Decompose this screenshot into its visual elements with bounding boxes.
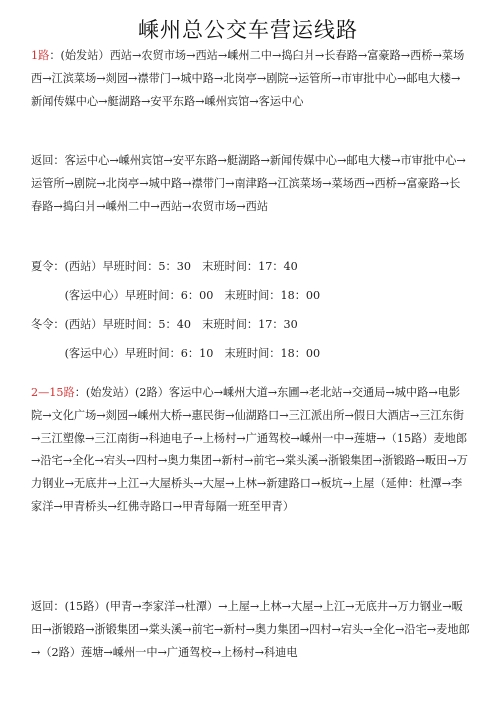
route-2-return: 返回：(15路）(甲青→李家洋→杜潭）→上屋→上林→大屋→上江→无底井→万力钢业→畈田→浙锻路→浙锻集团→棠头溪→前宅→新村→奥力集团→四村→宕头→全化→沿宅→麦地郎→（2路）莲塘→嵊州一中→广通驾校→上杨村→科迪电	[31, 600, 470, 659]
route-1-return: 返回：客运中心→嵊州宾馆→安平东路→艇湖路→新闻传媒中心→邮电大楼→市审批中心→运管所→剧院→北岗亭→城中路→襟带门→南津路→江滨菜场→菜场西→西桥→富豪路→长春路→捣臼爿→嵊州二中→西站→农贸市场→西站	[31, 154, 466, 213]
schedule-winter-terminal: (客运中心）早班时间：6：10 末班时间：18：00	[31, 347, 321, 360]
route-1-outbound-text: ：(始发站）西站→农贸市场→西站→嵊州二中→捣臼爿→长春路→富豪路→西桥→菜场西→江滨菜场→剡园→襟带门→城中路→北岗亭→剧院→运管所→市审批中心→邮电大楼→新闻传媒中心→艇湖路→安平东路→嵊州宾馆→客运中心	[31, 49, 465, 108]
route-2-outbound	[31, 382, 471, 519]
route-1-outbound	[31, 45, 471, 113]
schedule-winter-west: 冬令：(西站）早班时间：5：40 末班时间：17：30	[31, 318, 298, 331]
route-2-outbound-text: ：(始发站）(2路）客运中心→嵊州大道→东圃→老北站→交通局→城中路→电影院→文化广场→剡园→嵊州大桥→惠民街→仙湖路口→三江派出所→假日大酒店→三江东街→三江塑像→三江南街→科迪电子→上杨村→广通驾校→嵊州一中→莲塘→（15路）麦地郎→沿宅→全化→宕头→四村→奥力集团→新村→前宅→棠头溪→浙锻集团→浙锻路→畈田→万力钢业→无底井→上江→大屋桥头→大屋→上林→新建路口→板坑→上屋（延伸：杜潭→李家洋→甲青桥头→红佛寺路口→甲青每隔一班至甲青）	[31, 386, 468, 513]
page-title: 嵊州总公交车营运线路	[138, 18, 358, 42]
schedule-summer-west: 夏令：(西站）早班时间：5：30 末班时间：17：40	[31, 260, 298, 273]
route-1-label: 1路	[31, 49, 50, 62]
schedule-summer-terminal: (客运中心）早班时间：6：00 末班时间：18：00	[31, 289, 321, 302]
route-2-label: 2—15路	[31, 386, 75, 399]
